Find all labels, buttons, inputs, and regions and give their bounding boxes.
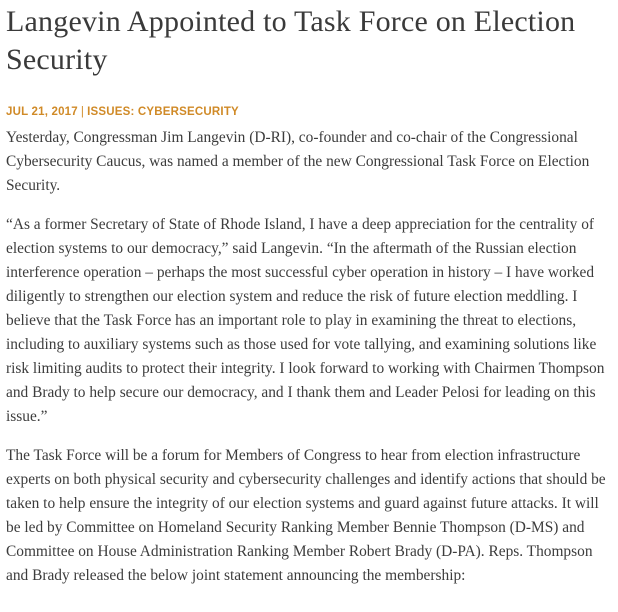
paragraph: “As a former Secretary of State of Rhode Island, I have a deep appreciation for the centrality of election systems to our democracy,” said Langevin. “In the aftermath of the Russian election interference operation – perhaps the most successful cyber operation in history – I have worked diligently to strengthen our election system and reduce the risk of future election meddling. I believe that the Task Force has an important role to play in examining the threat to elections, including to auxiliary systems such as those used for vote tallying, and examining solutions like risk limiting audits to protect their integrity. I look forward to working with Chairmen Thompson and Brady to help secure our democracy, and I thank them and Leader Pelosi for leading on this issue.” [6,216,605,425]
paragraph: Yesterday, Congressman Jim Langevin (D-RI), co-founder and co-chair of the Congressional Cybersecurity Caucus, was named a member of the new Congressional Task Force on Election Security. [6,129,590,194]
meta-separator: | [80,106,85,118]
article-date: JUL 21, 2017 [6,106,78,118]
article-meta [6,105,618,119]
issues-label: ISSUES: [87,106,135,118]
article-title: Langevin Appointed to Task Force on Election Security [6,5,576,76]
issue-link-cybersecurity[interactable]: CYBERSECURITY [137,106,239,118]
paragraph: The Task Force will be a forum for Members of Congress to hear from election infrastructure experts on both physical security and cybersecurity challenges and identify actions that should be taken to help ensure the integrity of our election systems and guard against future attacks. It will be led by Committee on Homeland Security Ranking Member Bennie Thompson (D-MS) and Committee on House Administration Ranking Member Robert Brady (D-PA). Reps. Thompson and Brady released the below joint statement announcing the membership: [6,447,606,584]
